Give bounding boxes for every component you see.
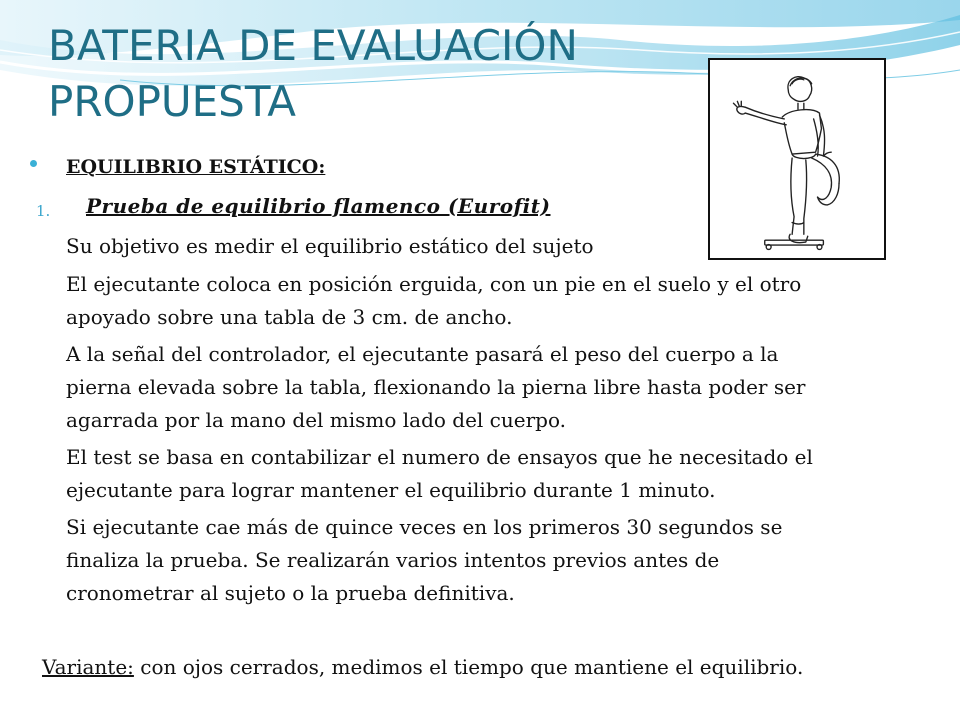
paragraph-line: finaliza la prueba. Se realizarán varios intentos previos antes de [66,548,720,572]
paragraph-line: apoyado sobre una tabla de 3 cm. de ancho. [66,305,513,329]
paragraph-line: A la señal del controlador, el ejecutante pasará el peso del cuerpo a la [66,342,779,366]
paragraph-line: El ejecutante coloca en posición erguida, con un pie en el suelo y el otro [66,272,802,296]
test-title: Prueba de equilibrio flamenco (Eurofit) [86,194,551,218]
title-line-2: PROPUESTA [48,77,296,126]
variant-note [42,651,803,684]
paragraph-line: Su objetivo es medir el equilibrio estático del sujeto [66,234,594,258]
title-line-1: BATERIA DE EVALUACIÓN [48,21,578,70]
section-heading: EQUILIBRIO ESTÁTICO: [66,156,326,178]
paragraph-line: pierna elevada sobre la tabla, flexionando la pierna libre hasta poder ser [66,375,806,399]
paragraph-line: cronometrar al sujeto o la prueba definitiva. [66,581,515,605]
paragraph-line: El test se basa en contabilizar el numero de ensayos que he necesitado el [66,445,813,469]
list-number: 1. [36,202,51,220]
bullet-dot [30,160,37,167]
paragraph-line: ejecutante para lograr mantener el equilibrio durante 1 minuto. [66,478,716,502]
variant-label: Variante: [42,655,134,679]
variant-text: con ojos cerrados, medimos el tiempo que mantiene el equilibrio. [133,655,804,679]
paragraph-line: Si ejecutante cae más de quince veces en los primeros 30 segundos se [66,515,783,539]
paragraph-line: agarrada por la mano del mismo lado del cuerpo. [66,408,567,432]
